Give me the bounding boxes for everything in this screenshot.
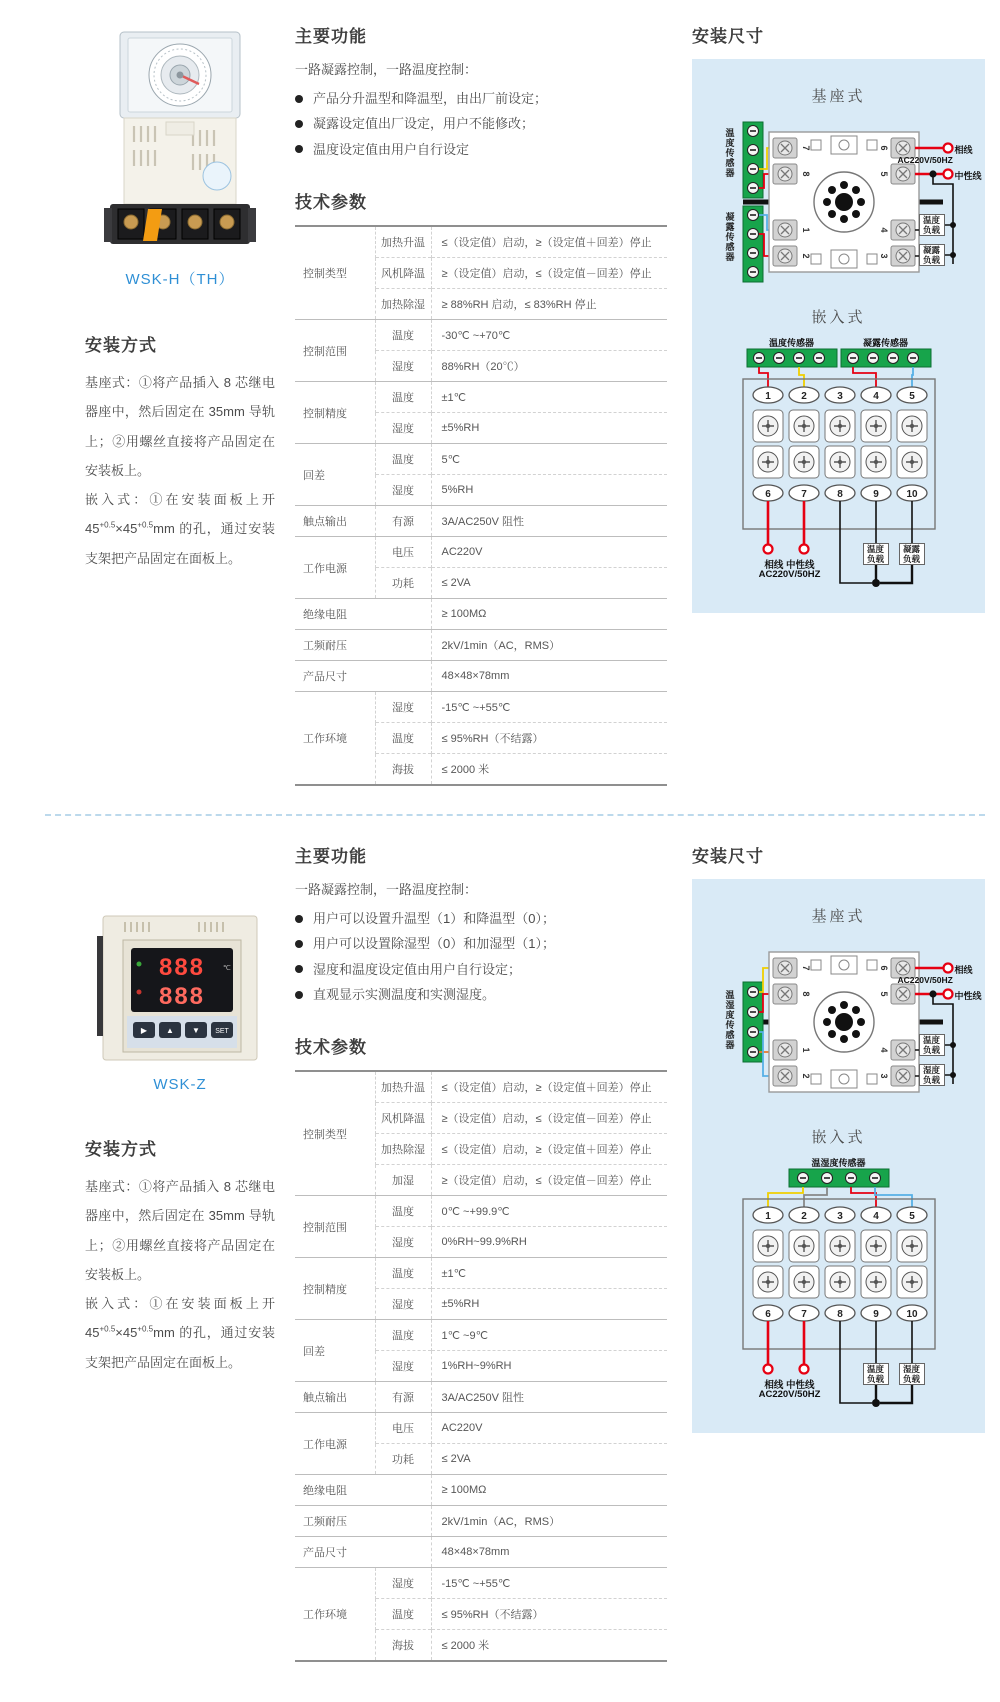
spec-category: 回差: [295, 444, 375, 506]
spec-value: ≤（设定值）启动，≥（设定值＋回差）停止: [431, 226, 667, 258]
pin-6: 6: [878, 965, 889, 971]
install-para2-mid: ×45: [115, 521, 138, 537]
install-method-text: [85, 368, 275, 573]
spec-value: ≤ 2000 米: [431, 1630, 667, 1662]
temp-load-box: 温度负载: [863, 1363, 889, 1385]
flush-mount-title: 嵌入式: [811, 309, 866, 326]
features-list: [295, 86, 667, 162]
power-label: AC220V/50HZ: [758, 569, 821, 580]
temp-load-box: 温度负载: [863, 543, 889, 565]
phase-neutral-label: 相线 中性线: [764, 1380, 815, 1392]
flush-mount-diagram: [707, 1155, 971, 1413]
spec-category: 触点输出: [295, 506, 375, 537]
spec-category: 工作电源: [295, 537, 375, 599]
bullet-icon: [295, 991, 303, 999]
spec-value: 1℃ ~9℃: [431, 1320, 667, 1351]
dew-load-box: 凝露负载: [919, 244, 945, 266]
spec-category: 控制类型: [303, 1128, 347, 1141]
left-column: [85, 842, 275, 1662]
right-column: [692, 842, 992, 1662]
spec-value: ≥（设定值）启动，≤（设定值－回差）停止: [431, 258, 667, 289]
install-method-text: [85, 1172, 275, 1377]
product-name: WSK-H（TH）: [125, 271, 235, 288]
product-photo-wsk-z: [85, 908, 275, 1066]
install-para2-post: mm 的孔，通过安装支架把产品固定在面板上。: [85, 1325, 275, 1370]
right-column: [692, 22, 992, 786]
spec-value: ≤ 2VA: [431, 1444, 667, 1475]
feature-item: [295, 906, 667, 931]
humidity-load-box: 湿度负载: [919, 1064, 945, 1086]
dimensions-title: 安装尺寸: [692, 847, 764, 867]
spec-value: ≥ 88%RH 启动，≤ 83%RH 停止: [431, 289, 667, 320]
feature-text: 产品分升温型和降温型，由出厂前设定；: [313, 91, 548, 106]
spec-value: ≤（设定值）启动，≥（设定值＋回差）停止: [431, 1134, 667, 1165]
spec-sub: 温度: [375, 1258, 431, 1289]
spec-sub: 湿度: [375, 1227, 431, 1258]
pin-5: 5: [878, 171, 889, 177]
install-para2-pre: 嵌入式：①在安装面板上开 45: [85, 1296, 275, 1341]
feature-item: [295, 137, 667, 162]
install-sup1: +0.5: [99, 1324, 116, 1334]
dew-sensor-label: 凝露传感器: [724, 212, 735, 262]
temp-sensor-label: 温度传感器: [768, 338, 814, 348]
feature-item: [295, 86, 667, 111]
temp-load-box: 温度负载: [919, 214, 945, 236]
spec-value: ±1℃: [431, 382, 667, 413]
middle-column: [295, 842, 667, 1662]
spec-sub: 风机降温: [375, 258, 431, 289]
temp-humidity-sensor-label: 温湿度传感器: [724, 990, 735, 1051]
spec-value: ≤ 2000 米: [431, 754, 667, 786]
table-row: [295, 1537, 667, 1568]
table-row: [295, 1475, 667, 1506]
pin-8: 8: [836, 489, 843, 500]
spec-sub: 加热除湿: [375, 1134, 431, 1165]
spec-sub: 电压: [375, 1413, 431, 1444]
base-mount-title: 基座式: [811, 908, 866, 926]
spec-category: 产品尺寸: [295, 1537, 431, 1568]
spec-value: ±5%RH: [431, 1289, 667, 1320]
install-para2-post: mm 的孔，通过安装支架把产品固定在面板上。: [85, 521, 275, 566]
spec-sub: 有源: [375, 506, 431, 537]
table-row: [295, 1506, 667, 1537]
dew-sensor-label: 凝露传感器: [862, 338, 908, 348]
spec-sub: 湿度: [375, 692, 431, 723]
spec-sub: 风机降温: [375, 1103, 431, 1134]
temp-humidity-sensor-label: 温湿度传感器: [811, 1158, 866, 1169]
table-row: [295, 1413, 667, 1444]
pin-6: 6: [878, 145, 889, 151]
spec-value: 48×48×78mm: [431, 661, 667, 692]
spec-sub: 湿度: [375, 351, 431, 382]
flush-diagram-drawing: [707, 1155, 971, 1411]
spec-sub: 温度: [375, 1320, 431, 1351]
spec-sub: 温度: [375, 1599, 431, 1630]
pin-1: 1: [800, 1047, 811, 1053]
display-top: 888: [158, 954, 206, 982]
feature-item: [295, 957, 667, 982]
spec-sub: 有源: [375, 1382, 431, 1413]
base-mount-diagram: [707, 934, 982, 1110]
pin-4: 4: [878, 227, 889, 233]
table-row: [295, 226, 667, 258]
feature-item: [295, 931, 667, 956]
spec-value: 2kV/1min（AC，RMS）: [431, 1506, 667, 1537]
spec-value: ≥（设定值）启动，≤（设定值－回差）停止: [431, 1165, 667, 1196]
pin-6: 6: [764, 489, 771, 500]
pin-10: 10: [905, 489, 918, 500]
pin-9: 9: [872, 1309, 879, 1321]
spec-sub: 功耗: [375, 568, 431, 599]
spec-category: 工作环境: [295, 692, 375, 786]
product-photo-wsk-h: [85, 26, 275, 258]
table-row: [295, 1258, 667, 1289]
pin-9: 9: [872, 489, 879, 500]
display-bottom: 888: [158, 983, 206, 1011]
table-row: [295, 1320, 667, 1351]
specs-table: [295, 225, 667, 786]
phase-wire-label: 相线: [954, 965, 973, 976]
unit-label: ℃: [223, 965, 231, 973]
table-row: [295, 1568, 667, 1599]
spec-value: 2kV/1min（AC，RMS）: [431, 630, 667, 661]
install-method-title: 安装方式: [85, 336, 157, 355]
spec-category: 控制类型: [303, 268, 347, 281]
spec-value: 3A/AC250V 阻性: [431, 1382, 667, 1413]
pin-8: 8: [800, 991, 811, 997]
dew-load-box: 凝露负载: [899, 543, 925, 565]
wsk-z-photo-drawing: [95, 908, 265, 1066]
phase-neutral-label: 相线 中性线: [764, 560, 815, 571]
table-row: [295, 630, 667, 661]
pin-7: 7: [800, 489, 807, 500]
spec-value: ≤ 2VA: [431, 568, 667, 599]
spec-sub: 加热升温: [375, 1071, 431, 1103]
bullet-icon: [295, 940, 303, 948]
pin-2: 2: [800, 1211, 807, 1223]
table-row: [295, 692, 667, 723]
shift-button-glyph: ▶: [140, 1026, 148, 1036]
spec-value: 0℃ ~+99.9℃: [431, 1196, 667, 1227]
pin-4: 4: [878, 1047, 889, 1053]
bullet-icon: [295, 965, 303, 973]
flush-diagram-drawing: [707, 335, 971, 591]
spec-category: 产品尺寸: [295, 661, 431, 692]
spec-category: 控制精度: [295, 1258, 375, 1320]
spec-category: 回差: [295, 1320, 375, 1382]
spec-sub: 海拔: [375, 754, 431, 786]
humidity-load-box: 湿度负载: [899, 1363, 925, 1385]
neutral-wire-label: 中性线: [954, 171, 982, 181]
install-para2: [85, 485, 275, 573]
specs-title: 技术参数: [295, 1038, 367, 1058]
table-row: [295, 1196, 667, 1227]
table-row: [295, 537, 667, 568]
spec-sub: 加热升温: [375, 226, 431, 258]
spec-value: 0%RH~99.9%RH: [431, 1227, 667, 1258]
temp-sensor-label: 温度传感器: [724, 128, 735, 178]
flush-mount-diagram: [707, 335, 971, 593]
pin-4: 4: [872, 391, 879, 402]
table-row: [295, 444, 667, 475]
power-label: AC220V/50HZ: [897, 975, 953, 986]
spec-value: ≤ 95%RH（不结露）: [431, 1599, 667, 1630]
feature-text: 湿度和温度设定值由用户自行设定；: [313, 961, 522, 977]
product-name: WSK-Z: [153, 1076, 207, 1094]
spec-category: 控制范围: [295, 320, 375, 382]
power-label: AC220V/50HZ: [897, 155, 953, 165]
down-button-glyph: ▼: [192, 1026, 200, 1036]
spec-category: 控制精度: [295, 382, 375, 444]
pin-7: 7: [800, 965, 811, 971]
set-button-glyph: SET: [215, 1028, 229, 1036]
pin-8: 8: [836, 1309, 843, 1321]
spec-sub: 温度: [375, 444, 431, 475]
pin-3: 3: [878, 253, 889, 259]
spec-value: ≤ 95%RH（不结露）: [431, 723, 667, 754]
spec-value: ±1℃: [431, 1258, 667, 1289]
neutral-wire-label: 中性线: [954, 991, 982, 1002]
spec-value: ≥（设定值）启动，≤（设定值－回差）停止: [431, 1103, 667, 1134]
pin-7: 7: [800, 145, 811, 151]
feature-item: [295, 982, 667, 1007]
pin-7: 7: [800, 1309, 807, 1321]
spec-sub: 湿度: [375, 413, 431, 444]
install-para1: 基座式：①将产品插入 8 芯继电器座中，然后固定在 35mm 导轨上；②用螺丝直接将产品固定在安装板上。: [85, 375, 275, 478]
spec-sub: 功耗: [375, 1444, 431, 1475]
pin-3: 3: [836, 391, 843, 402]
dimensions-title: 安装尺寸: [692, 27, 764, 46]
pin-5: 5: [878, 991, 889, 997]
spec-value: -15℃ ~+55℃: [431, 1568, 667, 1599]
install-para2-mid: ×45: [115, 1325, 138, 1341]
table-row: [295, 599, 667, 630]
table-row: [295, 320, 667, 351]
spec-value: ≥ 100MΩ: [431, 599, 667, 630]
install-method-title: 安装方式: [85, 1140, 157, 1160]
left-column: [85, 22, 275, 786]
spec-value: 5℃: [431, 444, 667, 475]
pin-5: 5: [908, 1211, 915, 1223]
spec-sub: 湿度: [375, 1289, 431, 1320]
features-title: 主要功能: [295, 27, 367, 46]
pin-1: 1: [800, 227, 811, 233]
spec-sub: 温度: [375, 320, 431, 351]
pin-2: 2: [800, 1073, 811, 1079]
spec-value: AC220V: [431, 1413, 667, 1444]
features-list: [295, 906, 667, 1007]
spec-sub: 加热除湿: [375, 289, 431, 320]
spec-category: 工频耐压: [295, 1506, 431, 1537]
spec-category: 绝缘电阻: [295, 599, 431, 630]
pin-1: 1: [764, 391, 771, 402]
pin-5: 5: [908, 391, 915, 402]
spec-category: 工作环境: [295, 1568, 375, 1662]
spec-sub: 温度: [375, 382, 431, 413]
base-mount-diagram: [707, 114, 982, 290]
spec-value: 48×48×78mm: [431, 1537, 667, 1568]
pin-8: 8: [800, 171, 811, 177]
product-section-wsk-h: [85, 22, 985, 786]
table-row: [295, 1071, 667, 1103]
feature-text: 用户可以设置除湿型（0）和加湿型（1）；: [313, 936, 555, 952]
spec-category: 触点输出: [295, 1382, 375, 1413]
spec-value: ≤（设定值）启动，≥（设定值＋回差）停止: [431, 1071, 667, 1103]
spec-sub: 电压: [375, 537, 431, 568]
bullet-icon: [295, 915, 303, 923]
install-para2: [85, 1289, 275, 1377]
install-sup2: +0.5: [137, 520, 154, 530]
spec-sub: 温度: [375, 723, 431, 754]
up-button-glyph: ▲: [166, 1026, 174, 1036]
spec-sub: 海拔: [375, 1630, 431, 1662]
base-mount-title: 基座式: [811, 88, 866, 105]
flush-mount-title: 嵌入式: [811, 1129, 866, 1147]
pin-2: 2: [800, 253, 811, 259]
spec-value: ±5%RH: [431, 413, 667, 444]
specs-table: [295, 1070, 667, 1662]
install-para2-pre: 嵌入式：①在安装面板上开 45: [85, 492, 275, 537]
spec-value: -15℃ ~+55℃: [431, 692, 667, 723]
pin-3: 3: [878, 1073, 889, 1079]
product-section-wsk-z: [85, 842, 985, 1662]
pin-1: 1: [764, 1211, 771, 1223]
pin-4: 4: [872, 1211, 879, 1223]
feature-text: 用户可以设置升温型（1）和降温型（0）；: [313, 911, 555, 927]
features-intro: 一路凝露控制，一路温度控制：: [295, 882, 478, 898]
features-intro: 一路凝露控制，一路温度控制：: [295, 62, 478, 77]
temp-load-box: 温度负载: [919, 1034, 945, 1056]
wsk-h-photo-drawing: [90, 26, 270, 258]
spec-sub: 湿度: [375, 475, 431, 506]
pin-6: 6: [764, 1309, 771, 1321]
phase-wire-label: 相线: [954, 145, 973, 155]
spec-category: 工作电源: [295, 1413, 375, 1475]
table-row: [295, 506, 667, 537]
table-row: [295, 382, 667, 413]
install-para1: 基座式：①将产品插入 8 芯继电器座中，然后固定在 35mm 导轨上；②用螺丝直接将产品固定在安装板上。: [85, 1179, 275, 1282]
spec-category: 工频耐压: [295, 630, 431, 661]
spec-value: AC220V: [431, 537, 667, 568]
install-sup1: +0.5: [99, 520, 116, 530]
spec-sub: 加湿: [375, 1165, 431, 1196]
feature-text: 温度设定值由用户自行设定: [313, 141, 470, 157]
spec-sub: 湿度: [375, 1351, 431, 1382]
spec-value: -30℃ ~+70℃: [431, 320, 667, 351]
table-row: [295, 1382, 667, 1413]
bullet-icon: [295, 120, 303, 128]
middle-column: [295, 22, 667, 786]
spec-value: ≥ 100MΩ: [431, 1475, 667, 1506]
section-divider: [45, 814, 985, 816]
spec-sub: 温度: [375, 1196, 431, 1227]
spec-value: 5%RH: [431, 475, 667, 506]
feature-item: [295, 111, 667, 136]
table-row: [295, 661, 667, 692]
pin-3: 3: [836, 1211, 843, 1223]
pin-2: 2: [800, 391, 807, 402]
wiring-panel: [692, 59, 985, 613]
spec-value: 1%RH~9%RH: [431, 1351, 667, 1382]
spec-value: 88%RH（20℃）: [431, 351, 667, 382]
bullet-icon: [295, 145, 303, 153]
pin-10: 10: [905, 1309, 918, 1321]
install-sup2: +0.5: [137, 1324, 154, 1334]
spec-value: 3A/AC250V 阻性: [431, 506, 667, 537]
spec-category: 绝缘电阻: [295, 1475, 431, 1506]
bullet-icon: [295, 95, 303, 103]
specs-title: 技术参数: [295, 193, 367, 213]
features-title: 主要功能: [295, 847, 367, 867]
feature-text: 凝露设定值出厂设定，用户不能修改；: [313, 116, 535, 132]
spec-category: 控制范围: [295, 1196, 375, 1258]
wiring-panel: [692, 879, 985, 1433]
feature-text: 直观显示实测温度和实测湿度。: [313, 987, 496, 1003]
power-label: AC220V/50HZ: [758, 1389, 821, 1401]
spec-sub: 湿度: [375, 1568, 431, 1599]
